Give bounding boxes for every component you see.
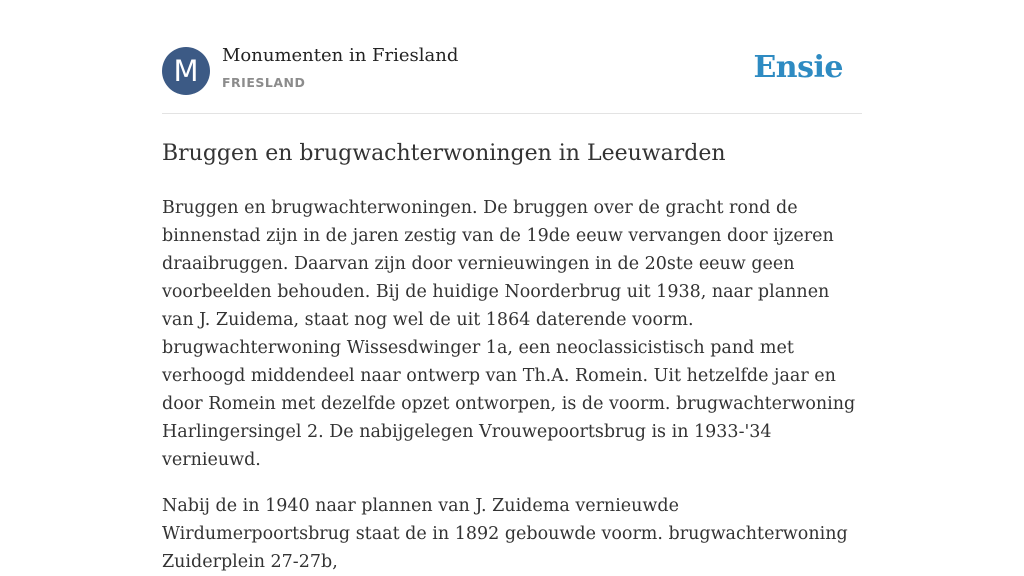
article-title: Bruggen en brugwachterwoningen in Leeuwarden [162,141,726,166]
source-subtitle: FRIESLAND [222,75,306,90]
article-paragraph-1: Bruggen en brugwachterwoningen. De bruggen over de gracht rond de binnenstad zijn in de jaren zestig van de 19de eeuw vervangen door ijzeren draaibruggen. Daarvan zijn door vernieuwingen in de 20ste eeuw geen voorbeelden behouden. Bij de huidige Noorderbrug uit 1938, naar plannen van J. Zuidema, staat nog wel de uit 1864 daterende voorm. brugwachterwoning Wissesdwinger 1a, een neoclassicistisch pand met verhoogd middendeel naar ontwerp van Th.A. Romein. Uit hetzelfde jaar en door Romein met dezelfde opzet ontworpen, is de voorm. brugwachterwoning Harlingersingel 2. De nabijgelegen Vrouwepoortsbrug is in 1933-'34 vernieuwd. [162,198,856,470]
article-page [162,0,862,576]
source-avatar[interactable]: M [162,47,210,95]
source-name-link[interactable]: Monumenten in Friesland [222,45,459,66]
source-header [162,0,862,114]
article-paragraph-2: Nabij de in 1940 naar plannen van J. Zuidema vernieuwde Wirdumerpoortsbrug staat de in 1892 gebouwde voorm. brugwachterwoning Zuiderplein 27-27b, [162,496,848,572]
ensie-logo[interactable]: Ensie [753,50,843,85]
